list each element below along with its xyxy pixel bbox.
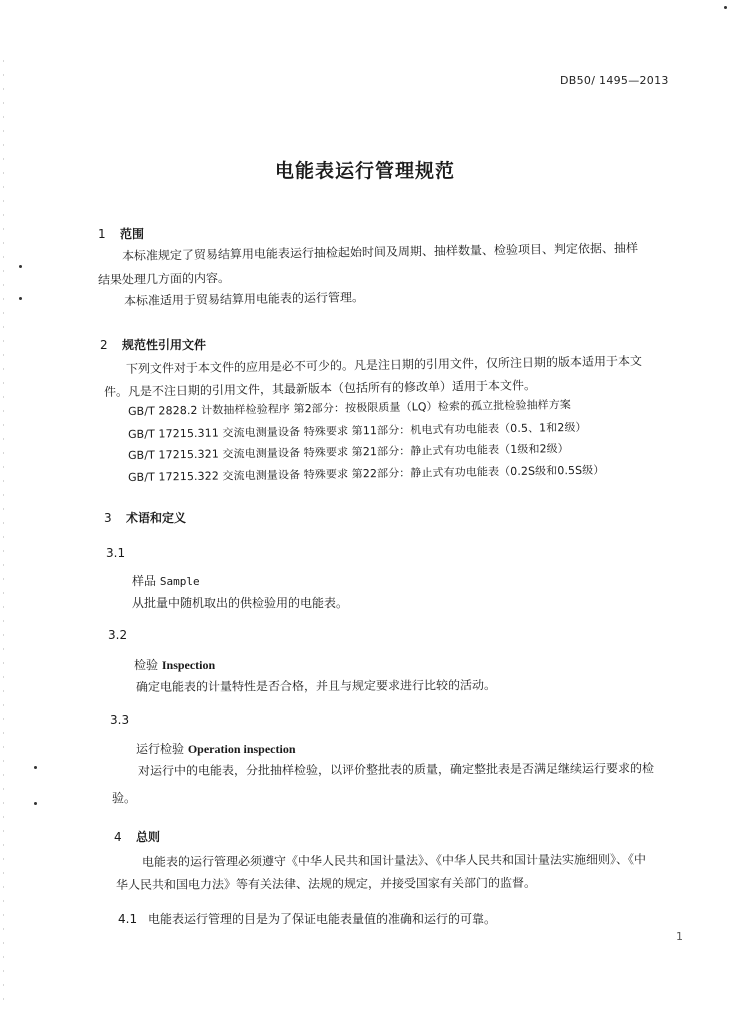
paragraph: 本标准规定了贸易结算用电能表运行抽检起始时间及周期、抽样数量、检验项目、判定依据、抽样: [121, 240, 639, 263]
term-en: Operation inspection: [187, 742, 296, 756]
term-definition: 确定电能表的计量特性是否合格，并且与规定要求进行比较的活动。: [135, 678, 497, 694]
section-title: 范围: [120, 227, 145, 241]
term-number: 3.1: [106, 546, 126, 560]
term-en: Inspection: [161, 658, 216, 672]
document-title: 电能表运行管理规范: [274, 160, 455, 182]
paragraph: 件。凡是不注日期的引用文件，其最新版本（包括所有的修改单）适用于本文件。: [103, 378, 537, 399]
section-title: 总则: [136, 830, 161, 844]
section-number: 4: [114, 830, 122, 844]
subsection-text: 电能表运行管理的目是为了保证电能表量值的准确和运行的可靠。: [148, 912, 497, 926]
scan-dot: [724, 6, 727, 9]
scan-dot: [19, 265, 22, 268]
subsection: [118, 909, 496, 929]
paragraph: 本标准适用于贸易结算用电能表的运行管理。: [123, 290, 365, 308]
reference-item: GB/T 17215.311 交流电测量设备 特殊要求 第11部分：机电式有功电能表（0.5、1和2级）: [127, 420, 587, 441]
paragraph: 电能表的运行管理必须遵守《中华人民共和国计量法》、《中华人民共和国计量法实施细则》、《中: [141, 852, 647, 869]
section-heading-3: [104, 509, 186, 526]
reference-item: GB/T 17215.322 交流电测量设备 特殊要求 第22部分：静止式有功电能表（0.2S级和0.5S级）: [127, 463, 605, 484]
scan-dot: [34, 802, 37, 805]
term-zh: 样品: [132, 574, 157, 588]
subsection-number: 4.1: [118, 912, 138, 926]
term-number: 3.3: [110, 713, 130, 727]
standard-number: DB50/ 1495—2013: [560, 74, 669, 87]
term-definition-cont: 验。: [112, 791, 137, 805]
term-zh: 运行检验: [136, 742, 185, 756]
scan-edge-marks: [3, 60, 4, 1000]
section-heading-1: [98, 225, 144, 242]
section-number: 1: [98, 227, 106, 241]
reference-item: GB/T 17215.321 交流电测量设备 特殊要求 第21部分：静止式有功电能表（1级和2级）: [127, 442, 569, 462]
term-heading: [134, 656, 215, 673]
term-definition: 对运行中的电能表，分批抽样检验，以评价整批表的质量，确定整批表是否满足继续运行要求的检: [137, 761, 655, 778]
term-zh: 检验: [134, 658, 159, 672]
section-number: 2: [100, 338, 108, 352]
term-heading: [132, 572, 200, 589]
section-heading-2: [100, 336, 206, 353]
section-number: 3: [104, 511, 112, 525]
paragraph: 华人民共和国电力法》等有关法律、法规的规定，并接受国家有关部门的监督。: [115, 875, 537, 892]
paragraph: 下列文件对于本文件的应用是必不可少的。凡是注日期的引用文件，仅所注日期的版本适用于本文: [125, 353, 643, 376]
section-title: 规范性引用文件: [122, 338, 207, 352]
paragraph: 结果处理几方面的内容。: [97, 270, 231, 287]
term-number: 3.2: [108, 628, 128, 642]
term-definition: 从批量中随机取出的供检验用的电能表。: [132, 596, 349, 610]
term-heading: [136, 740, 296, 757]
reference-item: GB/T 2828.2 计数抽样检验程序 第2部分：按极限质量（LQ）检索的孤立批检验抽样方案: [127, 398, 572, 418]
page-number: 1: [676, 930, 683, 943]
scan-dot: [34, 766, 37, 769]
section-heading-4: [114, 828, 160, 845]
term-en: Sample: [159, 575, 200, 588]
section-title: 术语和定义: [126, 511, 187, 525]
scan-dot: [19, 297, 22, 300]
